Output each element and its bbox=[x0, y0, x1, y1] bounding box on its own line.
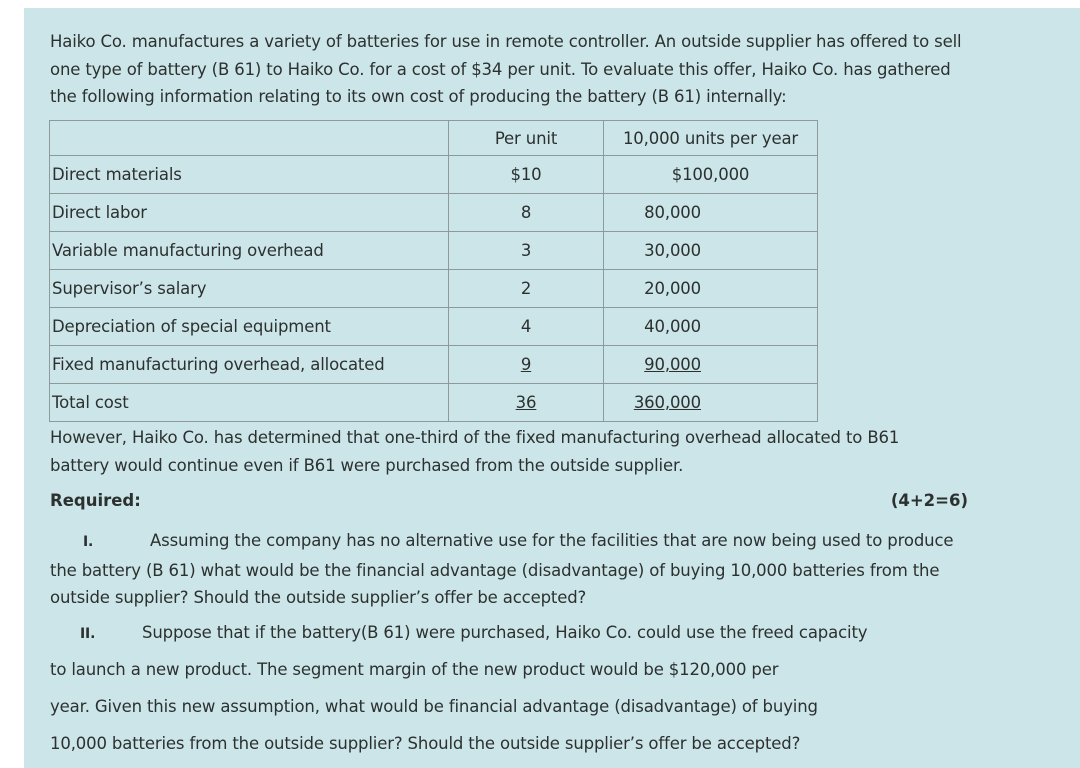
question-2-text: Suppose that if the battery(B 61) were purchased, Haiko Co. could use the freed capacity bbox=[142, 623, 868, 642]
row-per-year: 80,000 bbox=[604, 194, 818, 232]
row-per-unit: 4 bbox=[449, 308, 604, 346]
question-2-line: year. Given this new assumption, what would be financial advantage (disadvantage) of buying bbox=[50, 697, 818, 716]
question-1-number: I. bbox=[83, 534, 94, 550]
question-1-line: the battery (B 61) what would be the financial advantage (disadvantage) of buying 10,000 batteries from the bbox=[50, 560, 940, 580]
row-per-unit: 9 bbox=[449, 346, 604, 384]
row-per-unit: $10 bbox=[449, 156, 604, 194]
question-2-line bbox=[50, 619, 1075, 656]
table-row-total bbox=[50, 384, 818, 422]
row-label: Fixed manufacturing overhead, allocated bbox=[50, 346, 449, 384]
intro-line: the following information relating to its own cost of producing the battery (B 61) internally: bbox=[50, 87, 787, 106]
question-1-line: outside supplier? Should the outside supplier’s offer be accepted? bbox=[50, 588, 587, 607]
table-row bbox=[50, 308, 818, 346]
total-per-unit: 36 bbox=[449, 384, 604, 422]
question-2-line: to launch a new product. The segment margin of the new product would be $120,000 per bbox=[50, 660, 779, 679]
row-label: Direct materials bbox=[50, 156, 449, 194]
intro-line: one type of battery (B 61) to Haiko Co. for a cost of $34 per unit. To evaluate this offer, Haiko Co. has gathered bbox=[50, 59, 951, 79]
table-row bbox=[50, 270, 818, 308]
after-paragraph bbox=[50, 424, 1075, 480]
header-per-unit: Per unit bbox=[449, 121, 604, 156]
row-label: Variable manufacturing overhead bbox=[50, 232, 449, 270]
intro-line: Haiko Co. manufactures a variety of batteries for use in remote controller. An outside supplier has offered to sell bbox=[50, 32, 962, 51]
row-per-year: 40,000 bbox=[604, 308, 818, 346]
total-label: Total cost bbox=[50, 384, 449, 422]
required-label: Required: bbox=[50, 491, 141, 510]
cost-table bbox=[49, 120, 818, 422]
header-per-year: 10,000 units per year bbox=[604, 121, 818, 156]
table-header-row bbox=[50, 121, 818, 156]
question-2-line: 10,000 batteries from the outside supplier? Should the outside supplier’s offer be accepted? bbox=[50, 734, 801, 753]
intro-paragraph bbox=[50, 28, 1075, 111]
question-1-text: Assuming the company has no alternative use for the facilities that are now being used to produce bbox=[150, 531, 954, 550]
row-label: Depreciation of special equipment bbox=[50, 308, 449, 346]
table-row bbox=[50, 346, 818, 384]
after-line: However, Haiko Co. has determined that one-third of the fixed manufacturing overhead allocated to B61 bbox=[50, 428, 900, 447]
question-1 bbox=[50, 527, 1075, 612]
question-1-line bbox=[50, 527, 1075, 557]
row-per-unit: 3 bbox=[449, 232, 604, 270]
question-2 bbox=[50, 619, 1075, 767]
table-row bbox=[50, 194, 818, 232]
row-per-unit: 2 bbox=[449, 270, 604, 308]
row-per-year: $100,000 bbox=[604, 156, 818, 194]
after-line: battery would continue even if B61 were purchased from the outside supplier. bbox=[50, 456, 684, 475]
required-marks: (4+2=6) bbox=[890, 491, 968, 510]
table-row bbox=[50, 156, 818, 194]
row-label: Supervisor’s salary bbox=[50, 270, 449, 308]
table-row bbox=[50, 232, 818, 270]
row-per-unit: 8 bbox=[449, 194, 604, 232]
row-per-year: 30,000 bbox=[604, 232, 818, 270]
row-per-year: 90,000 bbox=[604, 346, 818, 384]
row-label: Direct labor bbox=[50, 194, 449, 232]
required-heading bbox=[50, 491, 968, 510]
question-2-number: II. bbox=[80, 626, 96, 642]
header-label bbox=[50, 121, 449, 156]
total-per-year: 360,000 bbox=[604, 384, 818, 422]
row-per-year: 20,000 bbox=[604, 270, 818, 308]
